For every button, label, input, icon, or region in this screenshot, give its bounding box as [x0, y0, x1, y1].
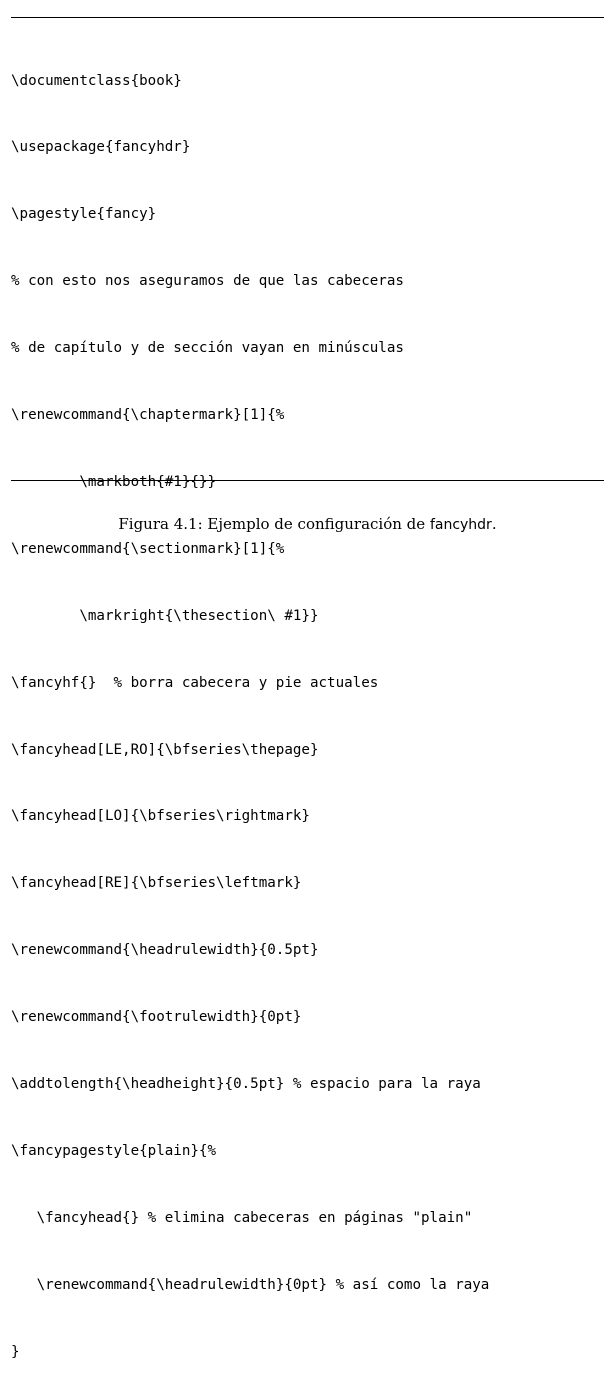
code-line: \renewcommand{\footrulewidth}{0pt} [11, 1009, 302, 1026]
code-line: \fancyhead[RE]{\bfseries\leftmark} [11, 875, 302, 892]
code-line: \markboth{#1}{}} [11, 473, 216, 490]
code-line: \pagestyle{fancy} [11, 206, 157, 223]
code-line: \fancyhead[LE,RO]{\bfseries\thepage} [11, 741, 319, 758]
code-line: \usepackage{fancyhdr} [11, 139, 191, 156]
top-rule [11, 17, 604, 18]
code-line: } [11, 1343, 20, 1360]
code-line: \fancyhf{} % borra cabecera y pie actuales [11, 674, 379, 691]
code-line: \renewcommand{\headrulewidth}{0pt} % así como la raya [11, 1276, 490, 1293]
figure-caption [0, 515, 615, 533]
caption-suffix: . [491, 515, 497, 533]
caption-prefix: Figura 4.1: Ejemplo de configuración de [118, 515, 430, 533]
code-line: % con esto nos aseguramos de que las cabeceras [11, 273, 404, 290]
code-line: % de capítulo y de sección vayan en minúsculas [11, 340, 404, 357]
code-line: \fancyhead{} % elimina cabeceras en páginas "plain" [11, 1209, 473, 1226]
code-line: \addtolength{\headheight}{0.5pt} % espacio para la raya [11, 1075, 481, 1092]
bottom-rule [11, 480, 604, 481]
code-line: \fancypagestyle{plain}{% [11, 1142, 216, 1159]
code-listing [11, 25, 604, 1385]
code-line: \fancyhead[LO]{\bfseries\rightmark} [11, 808, 310, 825]
code-line: \documentclass{book} [11, 72, 182, 89]
code-line: \renewcommand{\headrulewidth}{0.5pt} [11, 942, 319, 959]
caption-package-name: fancyhdr [429, 517, 492, 533]
code-line: \markright{\thesection\ #1}} [11, 607, 319, 624]
code-line: \renewcommand{\chaptermark}[1]{% [11, 407, 285, 424]
code-line: \renewcommand{\sectionmark}[1]{% [11, 540, 285, 557]
